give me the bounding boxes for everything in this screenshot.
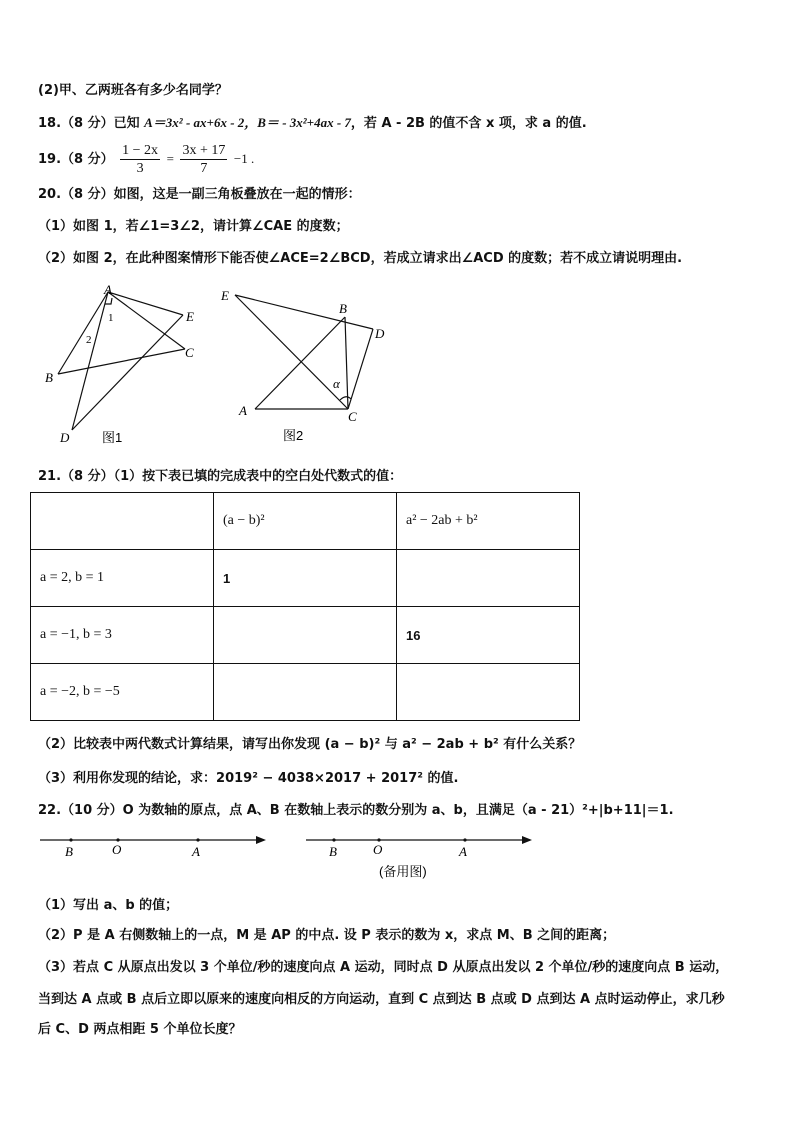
q19-numerator-left: 1 − 2x xyxy=(122,143,159,158)
axis1-label-b: B xyxy=(65,844,73,859)
table-header-cell: (a − b)² xyxy=(214,493,397,550)
table-cell xyxy=(214,607,397,664)
q18-prefix: 18.（8 分）已知 xyxy=(38,116,145,131)
fig2-caption: 图2 xyxy=(283,428,304,443)
q19-denominator-right: 7 xyxy=(200,161,208,176)
table-cell: 16 xyxy=(397,607,580,664)
fig1-label-a: A xyxy=(104,282,112,297)
fig2-label-c: C xyxy=(348,409,357,424)
fig1-label-c: C xyxy=(185,345,194,360)
q19-fraction-left xyxy=(120,142,160,177)
table-cell xyxy=(214,664,397,721)
axis2-label-o: O xyxy=(373,842,383,857)
question-22: 22.（10 分）O 为数轴的原点，点 A、B 在数轴上表示的数分别为 a、b，且满足（a - 21）²+|b+11|＝1. xyxy=(38,803,674,818)
q18-expression: A＝3x² - ax+6x - 2，B＝ - 3x²+4ax - 7 xyxy=(144,115,351,130)
table-cell: a = 2, b = 1 xyxy=(31,550,214,607)
q19-fraction-right xyxy=(180,142,227,177)
table-cell: a = −2, b = −5 xyxy=(31,664,214,721)
fig1-label-d: D xyxy=(60,430,70,445)
fig1-angle-2: 2 xyxy=(86,334,92,346)
q20-part2: （2）如图 2，在此种图案情形下能否使∠ACE=2∠BCD，若成立请求出∠ACD 的度数；若不成立请说明理由. xyxy=(38,251,683,266)
fig1-angle-1: 1 xyxy=(108,312,114,324)
q17-part2: (2)甲、乙两班各有多少名同学？ xyxy=(38,83,228,98)
fig1-label-b: B xyxy=(45,370,53,385)
question-20: 20.（8 分）如图，这是一副三角板叠放在一起的情形： xyxy=(38,187,361,202)
fig2-label-a: A xyxy=(239,403,247,418)
fig2-angle-alpha: α xyxy=(333,376,340,391)
fig1-caption: 图1 xyxy=(102,430,123,445)
table-row xyxy=(31,664,580,721)
axis2-label-a: A xyxy=(459,844,467,859)
table-header-row xyxy=(31,493,580,550)
figure-1 xyxy=(40,282,210,452)
table-cell xyxy=(397,664,580,721)
question-18 xyxy=(38,114,587,133)
q21-part2: （2）比较表中两代数式计算结果，请写出你发现 (a − b)² 与 a² − 2ab + b² 有什么关系？ xyxy=(38,737,582,752)
table-cell xyxy=(397,550,580,607)
value-table xyxy=(30,492,580,721)
q22-part1: （1）写出 a、b 的值； xyxy=(38,898,179,913)
q22-part3-line1: （3）若点 C 从原点出发以 3 个单位/秒的速度向点 A 运动，同时点 D 从原点出发以 2 个单位/秒的速度向点 B 运动， xyxy=(38,960,729,975)
table-row xyxy=(31,550,580,607)
axis2-label-b: B xyxy=(329,844,337,859)
q19-numerator-right: 3x + 17 xyxy=(182,143,226,158)
q21-part3: （3）利用你发现的结论，求：2019² − 4038×2017 + 2017² 的值. xyxy=(38,771,459,786)
axis1-label-o: O xyxy=(112,842,122,857)
axis1-label-a: A xyxy=(192,844,200,859)
q18-suffix: ，若 A - 2B 的值不含 x 项，求 a 的值. xyxy=(350,116,587,131)
fig2-label-e: E xyxy=(221,288,229,303)
table-header-cell: a² − 2ab + b² xyxy=(397,493,580,550)
table-row xyxy=(31,607,580,664)
fig1-label-e: E xyxy=(186,309,194,324)
q19-tail: −1 . xyxy=(233,151,255,166)
question-21: 21.（8 分）（1）按下表已填的完成表中的空白处代数式的值： xyxy=(38,469,403,484)
fig2-label-d: D xyxy=(375,326,385,341)
q22-part3-line2: 当到达 A 点或 B 点后立即以原来的速度向相反的方向运动，直到 C 点到达 B 点或 D 点到达 A 点时运动停止，求几秒 xyxy=(38,992,725,1007)
table-cell: a = −1, b = 3 xyxy=(31,607,214,664)
q22-part2: （2）P 是 A 右侧数轴上的一点，M 是 AP 的中点. 设 P 表示的数为 x，求点 M、B 之间的距离； xyxy=(38,928,616,943)
q19-denominator-left: 3 xyxy=(136,161,144,176)
question-19 xyxy=(38,140,254,179)
number-lines xyxy=(38,828,558,884)
figure-2 xyxy=(215,282,395,452)
q19-equals: = xyxy=(166,151,174,166)
axis2-caption: (备用图) xyxy=(379,864,427,879)
q20-part1: （1）如图 1，若∠1=3∠2，请计算∠CAE 的度数； xyxy=(38,219,349,234)
table-cell: 1 xyxy=(214,550,397,607)
table-header-cell xyxy=(31,493,214,550)
q22-part3-line3: 后 C、D 两点相距 5 个单位长度？ xyxy=(38,1022,242,1037)
q19-prefix: 19.（8 分） xyxy=(38,152,114,167)
fig2-label-b: B xyxy=(339,301,347,316)
